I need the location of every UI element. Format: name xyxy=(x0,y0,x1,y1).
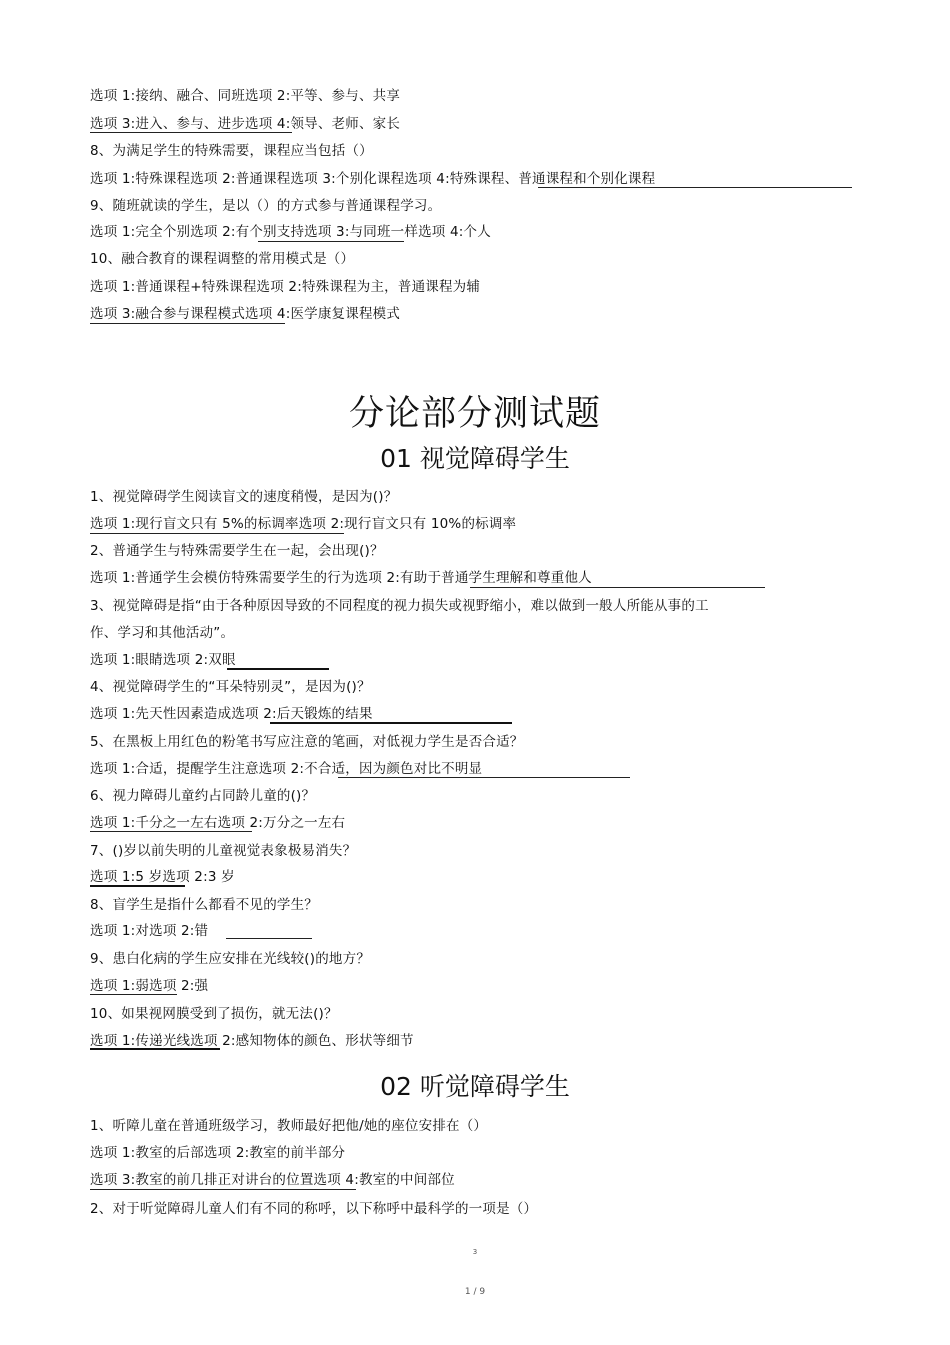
question-line: 1、视觉障碍学生阅读盲文的速度稍慢，是因为()？ xyxy=(90,489,398,505)
answer-underline xyxy=(90,1189,356,1190)
answer-underline xyxy=(538,187,852,188)
question-line: 4、视觉障碍学生的“耳朵特别灵”，是因为()？ xyxy=(90,679,371,695)
question-line: 10、融合教育的课程调整的常用模式是（） xyxy=(90,251,355,267)
answer-underline xyxy=(470,587,765,588)
option-line: 选项 1:千分之一左右选项 2:万分之一左右 xyxy=(90,815,346,831)
answer-underline xyxy=(90,323,285,324)
answer-underline xyxy=(227,668,329,670)
option-line: 选项 1:教室的后部选项 2:教室的前半部分 xyxy=(90,1145,346,1161)
option-line: 选项 1:先天性因素造成选项 2:后天锻炼的结果 xyxy=(90,706,373,722)
answer-underline xyxy=(90,831,252,832)
page-mark: 3 xyxy=(472,1248,478,1256)
question-line: 6、视力障碍儿童约占同龄儿童的()？ xyxy=(90,788,316,804)
option-line: 选项 3:教室的前几排正对讲台的位置选项 4:教室的中间部位 xyxy=(90,1172,455,1188)
section-title-visual: 01 视觉障碍学生 xyxy=(380,444,570,473)
question-line: 8、为满足学生的特殊需要，课程应当包括（） xyxy=(90,143,373,159)
page-number: 1 / 9 xyxy=(464,1287,486,1297)
answer-underline xyxy=(90,533,344,534)
option-line: 选项 1:普通学生会模仿特殊需要学生的行为选项 2:有助于普通学生理解和尊重他人 xyxy=(90,570,592,586)
answer-underline xyxy=(226,938,312,939)
option-line: 选项 1:对选项 2:错 xyxy=(90,923,209,939)
question-line: 7、()岁以前失明的儿童视觉表象极易消失？ xyxy=(90,843,357,859)
option-line: 选项 1:现行盲文只有 5%的标调率选项 2:现行盲文只有 10%的标调率 xyxy=(90,516,517,532)
answer-underline xyxy=(338,777,630,778)
question-line: 9、患白化病的学生应安排在光线较()的地方？ xyxy=(90,951,371,967)
question-line: 10、如果视网膜受到了损伤，就无法()？ xyxy=(90,1006,338,1022)
option-line: 选项 1:合适，提醒学生注意选项 2:不合适，因为颜色对比不明显 xyxy=(90,761,483,777)
option-line: 选项 1:完全个别选项 2:有个别支持选项 3:与同班一样选项 4:个人 xyxy=(90,224,491,240)
main-title: 分论部分测试题 xyxy=(348,394,601,434)
answer-underline xyxy=(90,885,185,887)
section-title-hearing: 02 听觉障碍学生 xyxy=(380,1072,570,1101)
option-line: 选项 1:接纳、融合、同班选项 2:平等、参与、共享 xyxy=(90,88,401,104)
question-line: 5、在黑板上用红色的粉笔书写应注意的笔画，对低视力学生是否合适？ xyxy=(90,734,524,750)
answer-underline xyxy=(90,1048,220,1050)
question-line: 2、普通学生与特殊需要学生在一起，会出现()？ xyxy=(90,543,384,559)
option-line: 选项 3:融合参与课程模式选项 4:医学康复课程模式 xyxy=(90,306,401,322)
answer-underline xyxy=(270,722,512,724)
option-line: 选项 1:普通课程+特殊课程选项 2:特殊课程为主，普通课程为辅 xyxy=(90,279,481,295)
option-line: 选项 1:弱选项 2:强 xyxy=(90,978,209,994)
answer-underline xyxy=(258,241,404,242)
question-line: 2、对于听觉障碍儿童人们有不同的称呼，以下称呼中最科学的一项是（） xyxy=(90,1201,538,1217)
question-line: 9、随班就读的学生，是以（）的方式参与普通课程学习。 xyxy=(90,198,442,214)
question-line: 1、听障儿童在普通班级学习，教师最好把他/她的座位安排在（） xyxy=(90,1118,488,1134)
option-line: 选项 1:传递光线选项 2:感知物体的颜色、形状等细节 xyxy=(90,1033,414,1049)
question-line: 3、视觉障碍是指“由于各种原因导致的不同程度的视力损失或视野缩小，难以做到一般人所能从事的工 xyxy=(90,598,709,614)
answer-underline xyxy=(90,132,292,133)
question-line: 作、学习和其他活动”。 xyxy=(90,625,235,641)
option-line: 选项 1:眼睛选项 2:双眼 xyxy=(90,652,236,668)
answer-underline xyxy=(90,994,177,995)
option-line: 选项 1:5 岁选项 2:3 岁 xyxy=(90,869,235,885)
option-line: 选项 3:进入、参与、进步选项 4:领导、老师、家长 xyxy=(90,116,401,132)
question-line: 8、盲学生是指什么都看不见的学生？ xyxy=(90,897,318,913)
option-line: 选项 1:特殊课程选项 2:普通课程选项 3:个别化课程选项 4:特殊课程、普通课程和个别化课程 xyxy=(90,171,656,187)
